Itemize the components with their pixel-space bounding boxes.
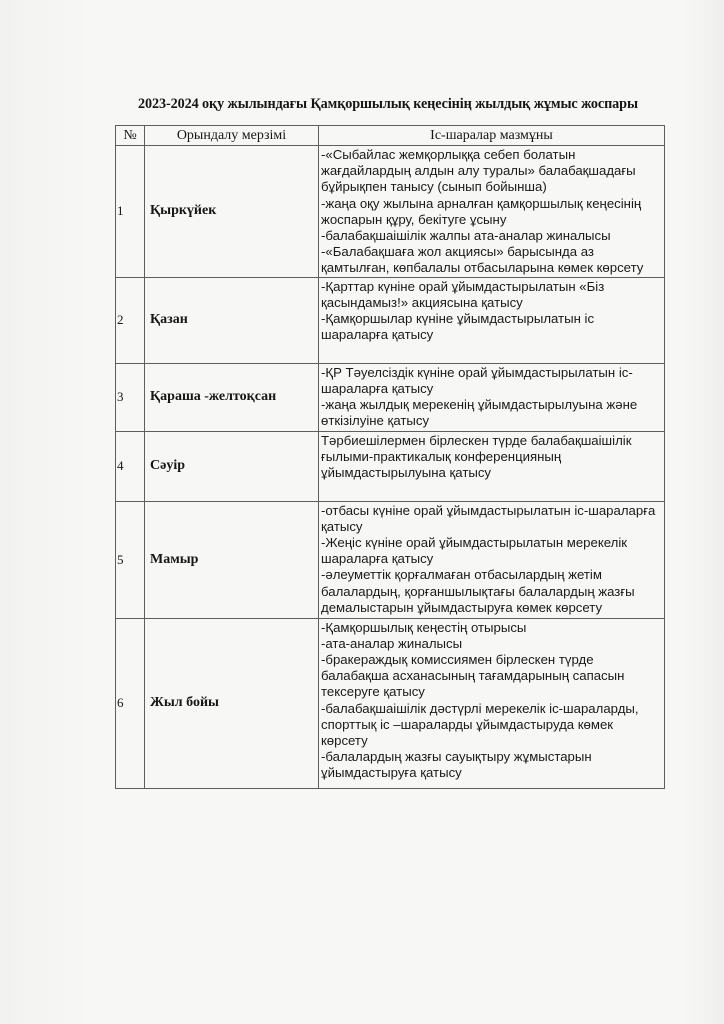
activity-item: -бракераждық комиссиямен бірлескен түрде балабақша асханасының тағамдарының сапасын тексеруге қатысу bbox=[321, 652, 625, 700]
row-number: 4 bbox=[116, 431, 145, 501]
activity-item: -отбасы күніне орай ұйымдастырылатын іс-шараларға қатысу bbox=[321, 502, 656, 534]
row-activities bbox=[319, 501, 665, 618]
row-number: 3 bbox=[116, 363, 145, 431]
header-number: № bbox=[116, 126, 145, 146]
activity-item: -жаңа жылдық мерекенің ұйымдастырылуына және өткізілуіне қатысу bbox=[321, 397, 638, 429]
row-period: Қазан bbox=[145, 277, 319, 363]
table-row bbox=[116, 501, 665, 618]
row-number: 1 bbox=[116, 146, 145, 278]
row-activities bbox=[319, 618, 665, 788]
row-period: Қыркүйек bbox=[145, 146, 319, 278]
activity-item: -балабақшаішілік дәстүрлі мерекелік іс-шараларды, спорттық іс –шараларды ұйымдастыруда көмек көрсету bbox=[321, 700, 639, 749]
activity-item: -Қарттар күніне орай ұйымдастырылатын «Біз қасындамыз!» акциясына қатысу bbox=[321, 278, 605, 310]
activity-item: -балабақшаішілік жалпы ата-аналар жиналысы bbox=[321, 228, 611, 244]
row-period: Қараша -желтоқсан bbox=[145, 363, 319, 431]
activity-item: -әлеуметтік қорғалмаған отбасылардың жетім балалардың, қорғаншылықтағы балалардың жазғы демалыстарын ұйымдастыруға көмек көрсету bbox=[321, 567, 635, 615]
activity-item: -жаңа оқу жылына арналған қамқоршылық кеңесінің жоспарын құру, бекітуге ұсыну bbox=[321, 195, 642, 227]
activity-item: -Жеңіс күніне орай ұйымдастырылатын мерекелік шараларға қатысу bbox=[321, 535, 628, 567]
table-header-row bbox=[116, 126, 665, 146]
activity-item: -«Балабақшаға жол акциясы» барысында аз қамтылған, көпбалалы отбасыларына көмек көрсету bbox=[321, 244, 644, 276]
activity-item: -Қамқоршылар күніне ұйымдастырылатын іс шараларға қатысу bbox=[321, 311, 595, 343]
row-period: Жыл бойы bbox=[145, 618, 319, 788]
header-period: Орындалу мерзімі bbox=[145, 126, 319, 146]
table-row bbox=[116, 363, 665, 431]
header-activities: Іс-шаралар мазмұны bbox=[319, 126, 665, 146]
row-number: 2 bbox=[116, 277, 145, 363]
scan-shadow-right bbox=[684, 0, 724, 1024]
row-activities bbox=[319, 277, 665, 363]
activity-item: -«Сыбайлас жемқорлыққа себеп болатын жағдайлардың алдын алу туралы» балабақшадағы бұйрықпен танысу (сынып бойынша) bbox=[321, 147, 636, 195]
table-row bbox=[116, 431, 665, 501]
activity-item: -ҚР Тәуелсіздік күніне орай ұйымдастырылатын іс-шараларға қатысу bbox=[321, 364, 633, 396]
document-title: 2023-2024 оқу жылындағы Қамқоршылық кеңесінің жылдық жұмыс жоспары bbox=[138, 96, 638, 112]
table-row bbox=[116, 146, 665, 278]
work-plan-table bbox=[115, 125, 665, 789]
row-activities bbox=[319, 431, 665, 501]
table-row bbox=[116, 277, 665, 363]
activity-item: Тәрбиешілермен бірлескен түрде балабақшаішілік ғылыми-практикалық конференцияның ұйымдастырылуына қатысу bbox=[321, 432, 632, 481]
row-period: Мамыр bbox=[145, 501, 319, 618]
scan-shadow-left bbox=[0, 0, 90, 1024]
row-activities bbox=[319, 146, 665, 278]
activity-item: -Қамқоршылық кеңестің отырысы bbox=[321, 619, 527, 635]
row-number: 5 bbox=[116, 501, 145, 618]
row-period: Сәуір bbox=[145, 431, 319, 501]
table-row bbox=[116, 618, 665, 788]
activity-item: -балалардың жазғы сауықтыру жұмыстарын ұйымдастыруға қатысу bbox=[321, 749, 592, 781]
row-activities bbox=[319, 363, 665, 431]
activity-item: -ата-аналар жиналысы bbox=[321, 635, 463, 651]
row-number: 6 bbox=[116, 618, 145, 788]
